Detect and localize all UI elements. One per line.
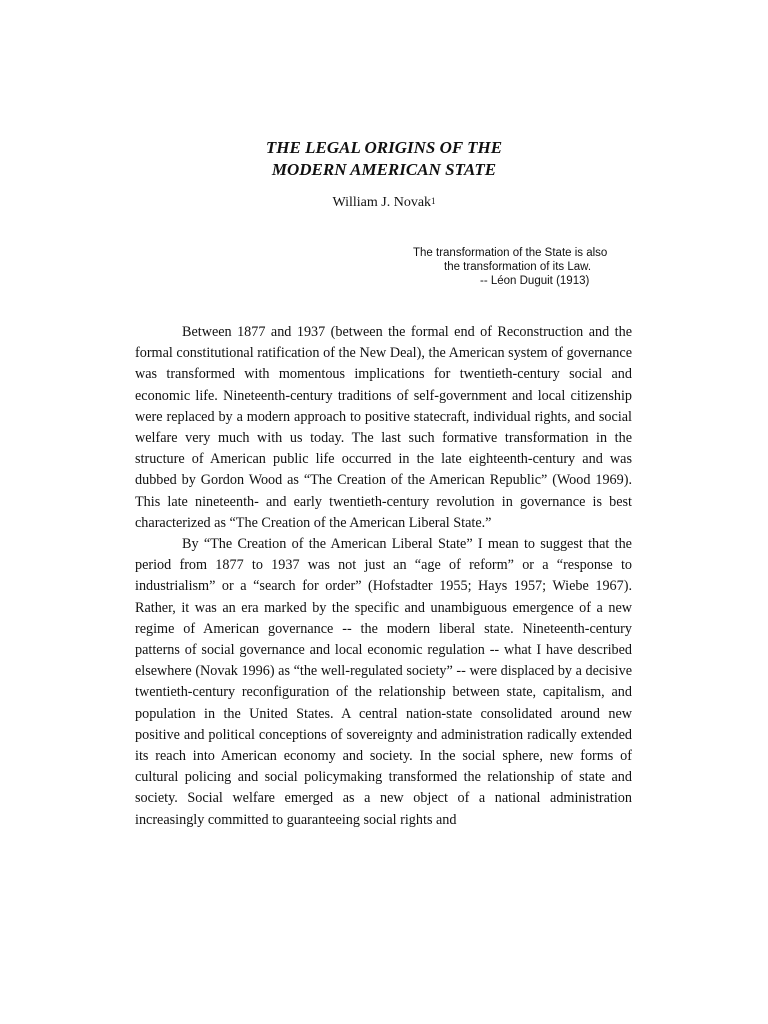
- paragraph-1: Between 1877 and 1937 (between the formal end of Reconstruction and the formal constitutional ratification of the New Deal), the American system of governance was transformed with momentous implications for twentieth-century social and economic life. Nineteenth-century traditions of self-government and local citizenship were replaced by a modern approach to positive statecraft, individual rights, and social welfare very much with us today. The last such formative transformation in the structure of American public life occurred in the late eighteenth-century and was dubbed by Gordon Wood as “The Creation of the American Republic” (Wood 1969). This late nineteenth- and early twentieth-century revolution in governance is best characterized as “The Creation of the American Liberal State.”: [135, 324, 632, 531]
- epigraph-line-1: The transformation of the State is also: [413, 247, 608, 259]
- document-title: [0, 137, 768, 181]
- paragraph-2: By “The Creation of the American Liberal State” I mean to suggest that the period from 1877 to 1937 was not just an “age of reform” or a “response to industrialism” or a “search for order” (Hofstadter 1955; Hays 1957; Wiebe 1967). Rather, it was an era marked by the specific and unambiguous emergence of a new regime of American governance -- the modern liberal state. Nineteenth-century patterns of social governance and local economic regulation -- what I have described elsewhere (Novak 1996) as “the well-regulated society” -- were displaced by a decisive twentieth-century reconfiguration of the relationship between state, capitalism, and population in the United States. A central nation-state consolidated around new positive and political conceptions of sovereignty and administration radically extended its reach into American economy and society. In the social sphere, new forms of cultural policing and social policymaking transformed the relationship of state and society. Social welfare emerged as a new object of a national administration increasingly committed to guaranteeing social rights and: [135, 536, 632, 828]
- title-line-1: THE LEGAL ORIGINS OF THE: [265, 138, 503, 157]
- body-text: [135, 322, 632, 831]
- author-name: William J. Novak: [332, 195, 432, 210]
- footnote-marker[interactable]: 1: [431, 196, 436, 206]
- epigraph-line-2: the transformation of its Law.: [444, 261, 592, 273]
- author-byline: [0, 194, 768, 212]
- title-line-2: MODERN AMERICAN STATE: [271, 160, 497, 179]
- epigraph-attribution: -- Léon Duguit (1913): [480, 275, 590, 287]
